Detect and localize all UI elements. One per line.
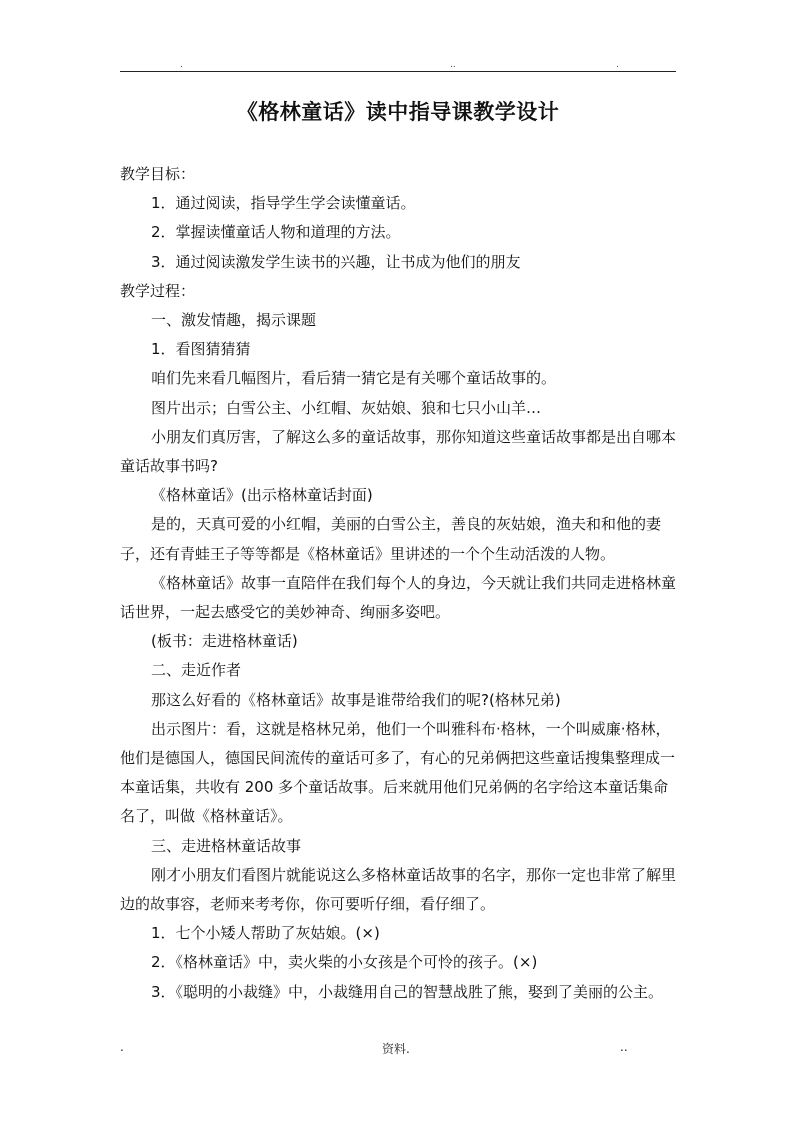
header-dot-left: . — [180, 60, 183, 70]
paragraph: (板书：走进格林童话) — [151, 632, 298, 651]
footer-label: 资料. — [382, 1042, 410, 1056]
paragraph: 刚才小朋友们看图片就能说这么多格林童话故事的名字，那你一定也非常了解里边的故事容，老师来考考你，你可要听仔细，看仔细了。 — [120, 865, 677, 914]
paragraph: 图片出示；白雪公主、小红帽、灰姑娘、狼和七只小山羊… — [151, 398, 542, 417]
paragraph: 3．通过阅读激发学生读书的兴趣，让书成为他们的朋友 — [151, 252, 521, 271]
paragraph: 是的，天真可爱的小红帽，美丽的白雪公主，善良的灰姑娘，渔夫和和他的妻子，还有青蛙王子等等都是《格林童话》里讲述的一个个生动活泼的人物。 — [120, 515, 662, 563]
paragraph: 2．掌握读懂童话人物和道理的方法。 — [151, 223, 401, 242]
paragraph: 一、激发情趣，揭示课题 — [151, 311, 317, 330]
paragraph: 《格林童话》故事一直陪伴在我们每个人的身边，今天就让我们共同走进格林童话世界，一起去感受它的美妙神奇、绚丽多姿吧。 — [120, 573, 677, 622]
paragraph: 教学目标： — [120, 165, 196, 183]
paragraph: 出示图片：看，这就是格林兄弟，他们一个叫雅科布·格林，一个叫威廉·格林，他们是德国人，德国民间流传的童话可多了，有心的兄弟俩把这些童话搜集整理成一本童话集，共收有 200 多个童话故事。后来就用他们兄弟俩的名字给这本童话集命名了，叫做《格林童话》。 — [120, 719, 676, 826]
paragraph: 三、走进格林童话故事 — [151, 836, 302, 855]
header-dot-middle: .. — [450, 60, 456, 70]
header-rule — [120, 71, 676, 72]
header-dot-right: . — [616, 60, 619, 70]
paragraph: 1．看图猜猜猜 — [151, 340, 251, 359]
footer — [120, 1040, 676, 1056]
header-dots — [120, 60, 676, 70]
paragraph: 3．《聪明的小裁缝》中，小裁缝用自己的智慧战胜了熊，娶到了美丽的公主。 — [151, 982, 664, 1001]
footer-dot-right: .. — [620, 1040, 628, 1054]
page-title: 《格林童话》读中指导课教学设计 — [236, 100, 560, 124]
paragraph: 二、走近作者 — [151, 661, 242, 680]
footer-dot-left: . — [120, 1040, 124, 1054]
paragraph: 教学过程： — [120, 281, 196, 300]
paragraph: 咱们先来看几幅图片，看后猜一猜它是有关哪个童话故事的。 — [151, 369, 557, 388]
paragraph: 小朋友们真厉害，了解这么多的童话故事，那你知道这些童话故事都是出自哪本童话故事书吗? — [120, 427, 677, 476]
document-body — [120, 160, 676, 1007]
paragraph: 1．通过阅读，指导学生学会读懂童话。 — [151, 194, 416, 213]
paragraph: 2．《格林童话》中，卖火柴的小女孩是个可怜的孩子。(×) — [151, 953, 538, 972]
paragraph: 那这么好看的《格林童话》故事是谁带给我们的呢?(格林兄弟) — [151, 690, 561, 709]
paragraph: 1．七个小矮人帮助了灰姑娘。(×) — [151, 924, 380, 943]
paragraph: 《格林童话》(出示格林童话封面) — [151, 486, 373, 505]
